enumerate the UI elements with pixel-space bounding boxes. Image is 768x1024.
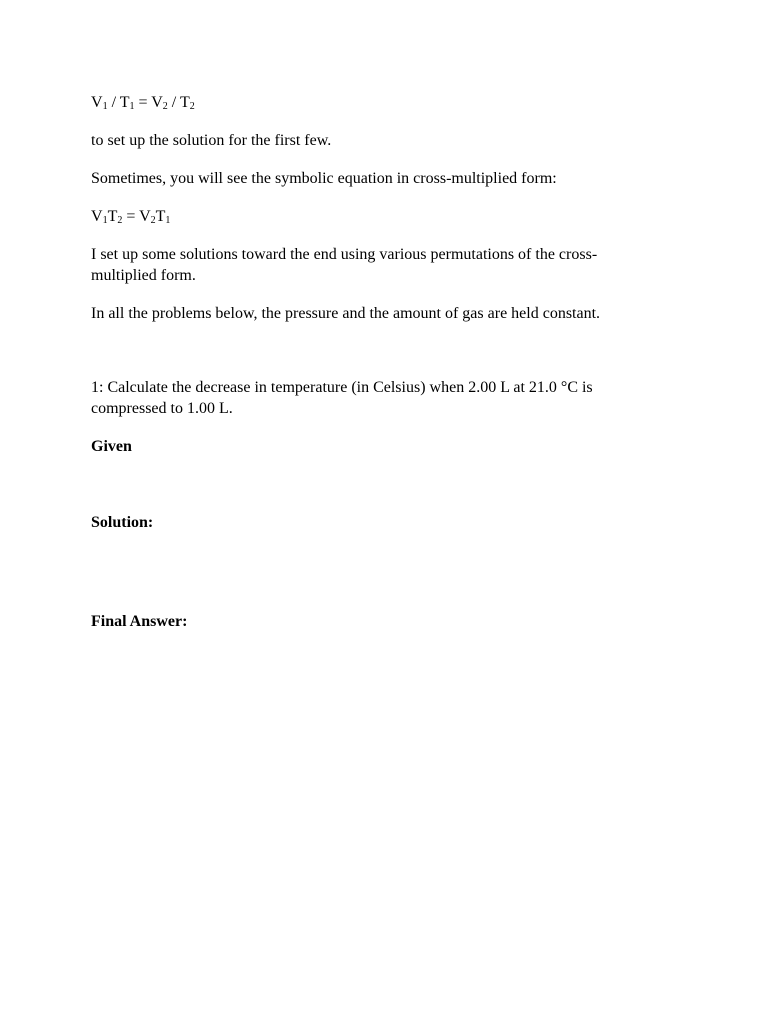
eq-equals: = <box>122 208 140 225</box>
eq-t2: T <box>179 94 190 111</box>
constant-note: In all the problems below, the pressure and the amount of gas are held constant. <box>91 305 601 322</box>
permutations-note: I set up some solutions toward the end using various permutations of the cross-multiplied form. <box>91 246 598 284</box>
eq-v1: V <box>91 208 103 225</box>
eq-equals: = <box>134 94 152 111</box>
ratio-equation <box>91 92 651 113</box>
spacer <box>91 550 651 611</box>
eq-v1: V <box>91 94 103 111</box>
given-label: Given <box>91 438 132 455</box>
intro-line: to set up the solution for the first few. <box>91 132 332 149</box>
eq-t2-subscript: 2 <box>117 215 123 226</box>
eq-separator: / <box>107 94 120 111</box>
eq-v2: V <box>139 208 151 225</box>
eq-v2: V <box>151 94 163 111</box>
cross-multiplied-equation <box>91 206 651 227</box>
eq-v1-subscript: 1 <box>102 215 108 226</box>
spacer <box>91 474 651 512</box>
eq-v1-subscript: 1 <box>102 101 108 112</box>
eq-t1-subscript: 1 <box>165 215 171 226</box>
eq-t1-subscript: 1 <box>129 101 135 112</box>
eq-v2-subscript: 2 <box>162 101 168 112</box>
eq-separator: / <box>167 94 180 111</box>
eq-t1: T <box>155 208 166 225</box>
eq-t2: T <box>107 208 118 225</box>
spacer <box>91 341 651 377</box>
solution-label: Solution: <box>91 514 154 531</box>
eq-t1: T <box>119 94 130 111</box>
final-answer-label: Final Answer: <box>91 613 188 630</box>
problem-text: 1: Calculate the decrease in temperature (in Celsius) when 2.00 L at 21.0 °C is compressed to 1.00 L. <box>91 379 593 417</box>
symbolic-intro: Sometimes, you will see the symbolic equation in cross-multiplied form: <box>91 170 557 187</box>
eq-v2-subscript: 2 <box>150 215 156 226</box>
document-body <box>91 92 651 649</box>
eq-t2-subscript: 2 <box>189 101 195 112</box>
